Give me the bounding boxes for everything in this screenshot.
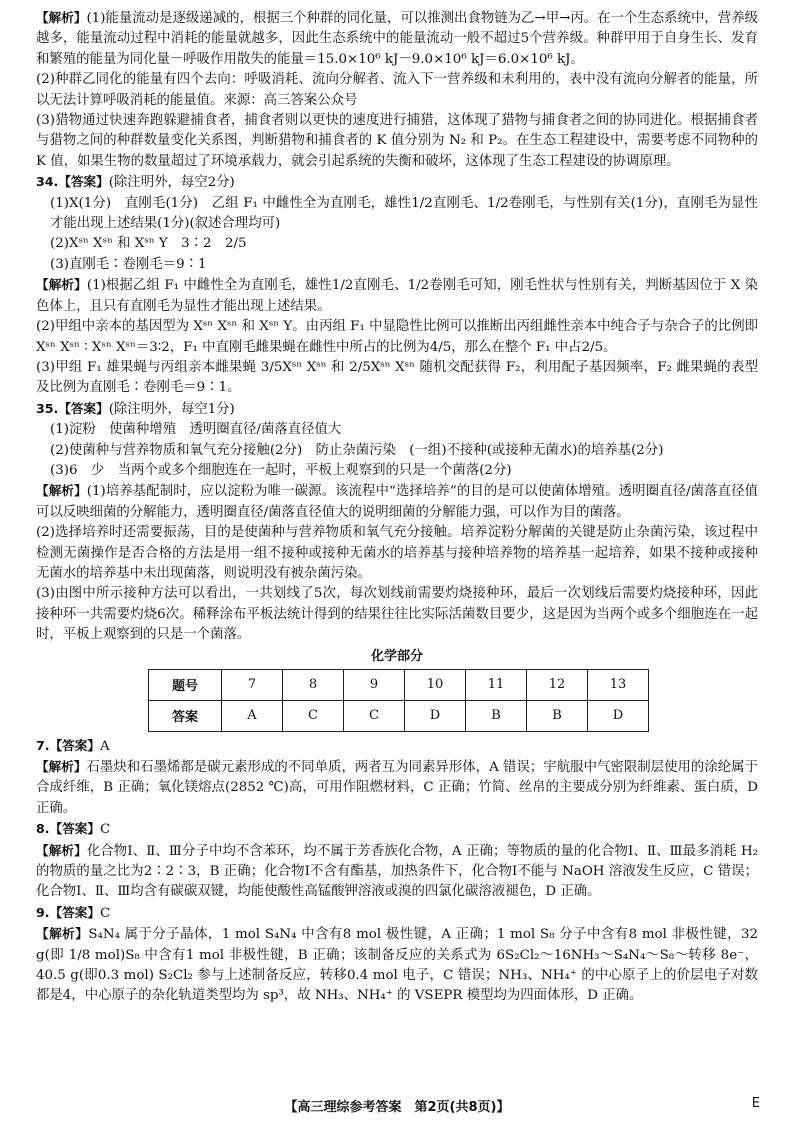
q35-answer-heading: 35.【答案】(除注明外，每空1分) xyxy=(36,400,235,417)
q33-explanation-2: (2)种群乙同化的能量有四个去向：呼吸消耗、流向分解者、流入下一营养级和未利用的，表中没有流向分解者的能量，所以无法计算呼吸消耗的能量值。来源：高三答案公众号 xyxy=(36,72,758,108)
question-number: 8. xyxy=(36,821,50,837)
q9-answer: 9.【答案】C xyxy=(36,904,111,921)
table-cell: 11 xyxy=(466,669,527,700)
table-cell: B xyxy=(527,700,588,731)
question-number: 34. xyxy=(36,174,59,190)
explanation-tag: 【解析】 xyxy=(36,483,87,499)
answer-tag: 【答案】 xyxy=(49,821,100,837)
q34-answer-heading: 34.【答案】(除注明外，每空2分) xyxy=(36,174,235,191)
table-cell: A xyxy=(222,700,283,731)
question-number: 35. xyxy=(36,400,59,416)
table-cell: C xyxy=(344,700,405,731)
q8-answer: 8.【答案】C xyxy=(36,821,111,838)
table-cell: 7 xyxy=(222,669,283,700)
q35-answer-3: (3)6 少 当两个或多个细胞连在一起时，平板上观察到的只是一个菌落(2分) xyxy=(50,462,512,478)
q34-explanation-3: (3)甲组 F₁ 雄果蝇与丙组亲本雌果蝇 3/5Xˢⁿ Xˢⁿ 和 2/5Xˢⁿ Xˢⁿ 随机交配获得 F₂，利用配子基因频率，F₂ 雌果蝇的表型及比例为直刚毛∶卷刚毛＝9∶1。 xyxy=(36,359,758,396)
explanation-tag: 【解析】 xyxy=(36,926,89,942)
q35-explanation-2: (2)选择培养时还需要振荡，目的是使菌种与营养物质和氧气充分接触。培养淀粉分解菌的关键是防止杂菌污染，该过程中检测无菌操作是否合格的方法是用一组不接种或接种无菌水的培养基与接种培养物的培养基一起培养，如果不接种或接种无菌水的培养基中未出现菌落，则说明没有被杂菌污染。 xyxy=(36,525,758,581)
chemistry-answer-table xyxy=(148,669,649,732)
table-header-cell: 答案 xyxy=(149,700,222,731)
q34-explanation-1: 【解析】(1)根据乙组 F₁ 中雌性全为直刚毛，雄性1/2直刚毛、1/2卷刚毛可知，刚毛性状与性别有关，判断基因位于 X 染色体上，且只有直刚毛为显性才能出现上述结果。 xyxy=(36,277,759,314)
q35-explanation-1: 【解析】(1)培养基配制时，应以淀粉为唯一碳源。该流程中“选择培养”的目的是可以使菌体增殖。透明圈直径/菌落直径值可以反映细菌的分解能力，透明圈直径/菌落直径值大的说明细菌的分解能力强，可以作为目的菌落。 xyxy=(36,483,759,520)
table-cell: 13 xyxy=(588,669,649,700)
answer-tag: 【答案】 xyxy=(49,737,100,753)
answer-page xyxy=(36,8,758,1007)
explanation-tag: 【解析】 xyxy=(36,10,87,25)
q9-explanation: 【解析】S₄N₄ 属于分子晶体，1 mol S₄N₄ 中含有8 mol 极性键，A 正确；1 mol S₈ 分子中含有8 mol 非极性键，32 g(即 1/8 mol)S₈ 中含有1 mol 非极性键，B 正确；该制备反应的关系式为 6S₂Cl₂～16NH₃～S₄N₄～S₈～转移 8e⁻，40.5 g(即0.3 mol) S₂Cl₂ 参与上述制备反应，转移0.4 mol 电子，C 错误；NH₃、NH₄⁺ 的中心原子上的价层电子对数都是4，中心原子的杂化轨道类型均为 sp³，故 NH₃、NH₄⁺ 的 VSEPR 模型均为四面体形，D 正确。 xyxy=(36,926,759,1004)
table-cell: C xyxy=(283,700,344,731)
explanation-tag: 【解析】 xyxy=(36,842,87,858)
version-mark: E xyxy=(751,1096,760,1111)
answer-tag: 【答案】 xyxy=(58,174,109,190)
q8-explanation: 【解析】化合物Ⅰ、Ⅱ、Ⅲ分子中均不含苯环，均不属于芳香族化合物，A 正确；等物质的量的化合物Ⅰ、Ⅱ、Ⅲ最多消耗 H₂ 的物质的量之比为2∶2∶3，B 正确；化合物Ⅰ不含有酯基，加热条件下，化合物Ⅰ不能与 NaOH 溶液发生反应，C 错误；化合物Ⅰ、Ⅱ、Ⅲ均含有碳碳双键，均能使酸性高锰酸钾溶液或溴的四氯化碳溶液褪色，D 正确。 xyxy=(36,842,758,900)
table-cell: 10 xyxy=(405,669,466,700)
table-cell: D xyxy=(405,700,466,731)
q33-explanation-1: 【解析】(1)能量流动是逐级递减的，根据三个种群的同化量，可以推测出食物链为乙→甲→丙。在一个生态系统中，营养级越多，能量流动过程中消耗的能量就越多，因此生态系统中的能量流动一般不超过5个营养级。种群甲用于自身生长、发育和繁殖的能量为同化量－呼吸作用散失的能量＝15.0×10⁶ kJ－9.0×10⁶ kJ＝6.0×10⁶ kJ。 xyxy=(36,10,759,67)
q7-explanation: 【解析】石墨炔和石墨烯都是碳元素形成的不同单质，两者互为同素异形体，A 错误；宇航服中气密限制层使用的涂纶属于合成纤维，B 正确；氧化镁熔点(2852 ℃)高，可用作阻燃材料，C 正确；竹简、丝帛的主要成分别为纤维素、蛋白质，D 正确。 xyxy=(36,759,758,816)
answer-tag: 【答案】 xyxy=(58,400,109,416)
q7-answer: 7.【答案】A xyxy=(36,737,110,754)
page-footer: 【高三理综参考答案 第2页(共8页)】 xyxy=(284,1100,510,1115)
q33-explanation-3: (3)猎物通过快速奔跑躲避捕食者，捕食者则以更快的速度进行捕猎，这体现了猎物与捕食者之间的协同进化。根据捕食者与猎物之间的种群数量变化关系图，判断猎物和捕食者的 K 值分别为 N₂ 和 P₂。在生态工程建设中，需要考虑不同物种的 K 值，如果生物的数量超过了环境承载力，就会引起系统的失衡和破坏，这体现了生态工程建设的协调原理。 xyxy=(36,113,758,169)
question-number: 9. xyxy=(36,904,50,920)
table-cell: 8 xyxy=(283,669,344,700)
table-cell: B xyxy=(466,700,527,731)
explanation-tag: 【解析】 xyxy=(36,277,87,293)
table-cell: 12 xyxy=(527,669,588,700)
q35-explanation-3: (3)由图中所示接种方法可以看出，一共划线了5次，每次划线前需要灼烧接种环，最后一次划线后需要灼烧接种环，因此接种环一共需要灼烧6次。稀释涂布平板法统计得到的结果往往比实际活菌数目要少，这是因为当两个或多个细胞连在一起时，平板上观察到的只是一个菌落。 xyxy=(36,586,758,643)
q34-answer-3: (3)直刚毛∶卷刚毛＝9∶1 xyxy=(50,256,207,272)
answer-tag: 【答案】 xyxy=(49,904,100,920)
explanation-tag: 【解析】 xyxy=(36,759,87,774)
table-row xyxy=(149,700,649,731)
table-cell: D xyxy=(588,700,649,731)
table-header-cell: 题号 xyxy=(149,669,222,700)
q35-answer-2: (2)使菌种与营养物质和氧气充分接触(2分) 防止杂菌污染 (一组)不接种(或接种无菌水)的培养基(2分) xyxy=(50,442,664,458)
chemistry-section-title: 化学部分 xyxy=(370,648,423,664)
table-row xyxy=(149,669,649,700)
table-cell: 9 xyxy=(344,669,405,700)
q34-answer-1: (1)X(1分) 直刚毛(1分) 乙组 F₁ 中雌性全为直刚毛，雄性1/2直刚毛、1/2卷刚毛，与性别有关(1分)，直刚毛为显性才能出现上述结果(1分)(叙述合理均可) xyxy=(50,195,758,232)
q34-answer-2: (2)Xˢⁿ Xˢⁿ 和 Xˢⁿ Y 3∶2 2/5 xyxy=(50,236,247,252)
q34-explanation-2: (2)甲组中亲本的基因型为 Xˢⁿ Xˢⁿ 和 Xˢⁿ Y。由丙组 F₁ 中显隐性比例可以推断出丙组雌性亲本中纯合子与杂合子的比例即 Xˢⁿ Xˢⁿ ∶ Xˢⁿ Xˢⁿ＝3∶2，F₁ 中直刚毛雌果蝇在雌性中所占的比例为4/5，那么在整个 F₁ 中占2/5。 xyxy=(36,319,758,355)
q35-answer-1: (1)淀粉 使菌种增殖 透明圈直径/菌落直径值大 xyxy=(50,422,342,438)
question-number: 7. xyxy=(36,737,50,753)
